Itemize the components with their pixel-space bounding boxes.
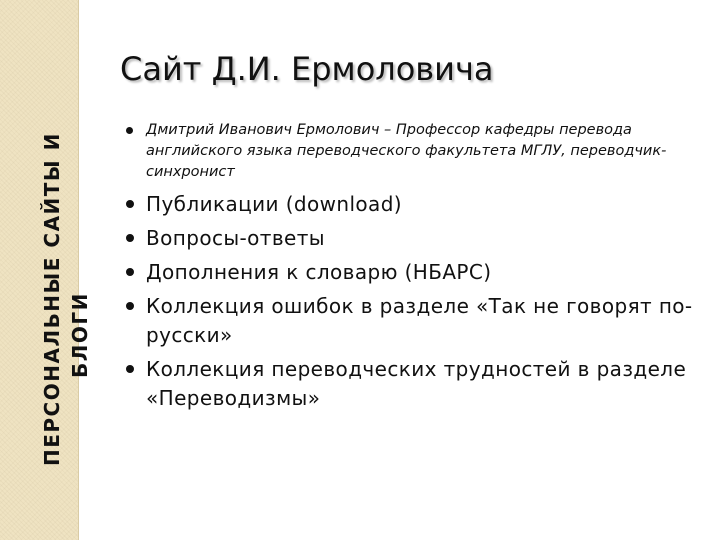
list-item-publications[interactable] xyxy=(126,190,696,219)
list-item-text: Вопросы-ответы xyxy=(146,226,325,250)
list-item-dictionary-additions[interactable] xyxy=(126,258,696,287)
list-item-text: Дмитрий Иванович Ермолович – Профессор кафедры перевода английского языка переводческого факультета МГЛУ, переводчик-синхронист xyxy=(146,122,667,180)
bullet-icon xyxy=(126,127,133,134)
bullet-icon xyxy=(126,234,134,242)
bullet-icon xyxy=(126,268,134,276)
list-item-errors-collection[interactable] xyxy=(126,292,696,350)
bullet-list xyxy=(126,120,696,418)
list-item-questions-answers[interactable] xyxy=(126,224,696,253)
bullet-icon xyxy=(126,365,134,373)
list-item-text: Публикации (download) xyxy=(146,192,403,216)
sidebar-panel xyxy=(0,0,92,540)
bullet-icon xyxy=(126,200,134,208)
sidebar-title-line-2: БЛОГИ xyxy=(68,292,92,378)
slide-title: Сайт Д.И. Ермоловича xyxy=(120,50,494,88)
list-item-text: Коллекция ошибок в разделе «Так не говорят по-русски» xyxy=(146,294,693,347)
list-item-text: Дополнения к словарю (НБАРС) xyxy=(146,260,492,284)
list-item-translation-difficulties[interactable] xyxy=(126,355,696,413)
sidebar-vertical-title xyxy=(38,132,94,466)
list-item-text: Коллекция переводческих трудностей в разделе «Переводизмы» xyxy=(146,357,687,410)
list-item-author-bio xyxy=(126,120,696,183)
bullet-icon xyxy=(126,302,134,310)
sidebar-title-line-1: ПЕРСОНАЛЬНЫЕ САЙТЫ И xyxy=(40,132,64,466)
